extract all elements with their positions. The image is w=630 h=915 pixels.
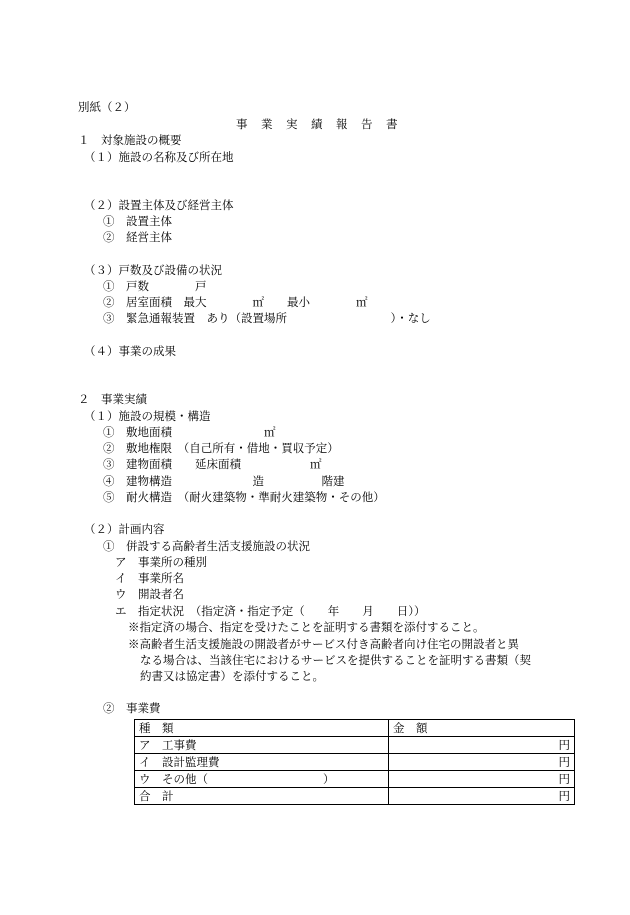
note-text: ※高齢者生活支援施設の開設者がサービス付き高齢者向け住宅の開設者と異 — [128, 637, 519, 651]
page-title: 事 業 実 績 報 告 書 — [236, 117, 399, 131]
list-item: ③ 建物面積 延床面積 ㎡ — [103, 457, 322, 471]
list-item: ① 戸数 戸 — [103, 279, 207, 293]
table-cell: 合 計 — [135, 788, 389, 805]
table-header-cell: 種 類 — [135, 720, 389, 737]
section-2-1-heading: （１）施設の規模・構造 — [84, 409, 211, 423]
table-header-row — [135, 720, 575, 737]
list-item: ① 敷地面積 ㎡ — [103, 425, 276, 439]
attachment-label: 別紙（２） — [78, 100, 136, 114]
subsection-heading: ① 併設する高齢者生活支援施設の状況 — [103, 539, 310, 553]
table-cell: イ 設計監理費 — [135, 754, 389, 771]
table-row — [135, 788, 575, 805]
table-row — [135, 754, 575, 771]
list-item: ① 設置主体 — [103, 214, 172, 228]
section-1-heading: １ 対象施設の概要 — [78, 133, 182, 147]
list-item: エ 指定状況 （指定済・指定予定（ 年 月 日）） — [115, 604, 426, 618]
amount-cell: 円 — [389, 754, 575, 771]
table-cell: ア 工事費 — [135, 737, 389, 754]
table-row — [135, 737, 575, 754]
list-item: ② 経営主体 — [103, 230, 172, 244]
note-text: なる場合は、当該住宅におけるサービスを提供することを証明する書類（契 — [140, 653, 531, 667]
section-2-2-heading: （２）計画内容 — [84, 522, 165, 536]
cost-table — [134, 719, 575, 805]
section-1-2-heading: （２）設置主体及び経営主体 — [84, 198, 234, 212]
amount-cell: 円 — [389, 788, 575, 805]
section-1-4-heading: （４）事業の成果 — [84, 344, 176, 358]
list-item: ② 敷地権限 （自己所有・借地・買収予定） — [103, 441, 339, 455]
section-2-heading: ２ 事業実績 — [78, 392, 147, 406]
section-1-1-heading: （１）施設の名称及び所在地 — [84, 150, 234, 164]
table-row — [135, 771, 575, 788]
list-item: ② 居室面積 最大 ㎡ 最小 ㎡ — [103, 295, 368, 309]
list-item: ア 事業所の種別 — [115, 555, 207, 569]
amount-cell: 円 — [389, 737, 575, 754]
table-cell: ウ その他（ ） — [135, 771, 389, 788]
note-text: 約書又は協定書）を添付すること。 — [140, 669, 324, 683]
amount-cell: 円 — [389, 771, 575, 788]
list-item: イ 事業所名 — [115, 571, 184, 585]
subsection-heading: ② 事業費 — [103, 701, 161, 715]
list-item: ④ 建物構造 造 階建 — [103, 474, 345, 488]
list-item: ウ 開設者名 — [115, 587, 184, 601]
table-header-cell: 金 額 — [389, 720, 575, 737]
section-1-3-heading: （３）戸数及び設備の状況 — [84, 263, 222, 277]
list-item: ⑤ 耐火構造 （耐火建築物・準耐火建築物・その他） — [103, 490, 385, 504]
note-text: ※指定済の場合、指定を受けたことを証明する書類を添付すること。 — [128, 620, 485, 634]
list-item: ③ 緊急通報装置 あり（設置場所 ）・なし — [103, 311, 431, 325]
